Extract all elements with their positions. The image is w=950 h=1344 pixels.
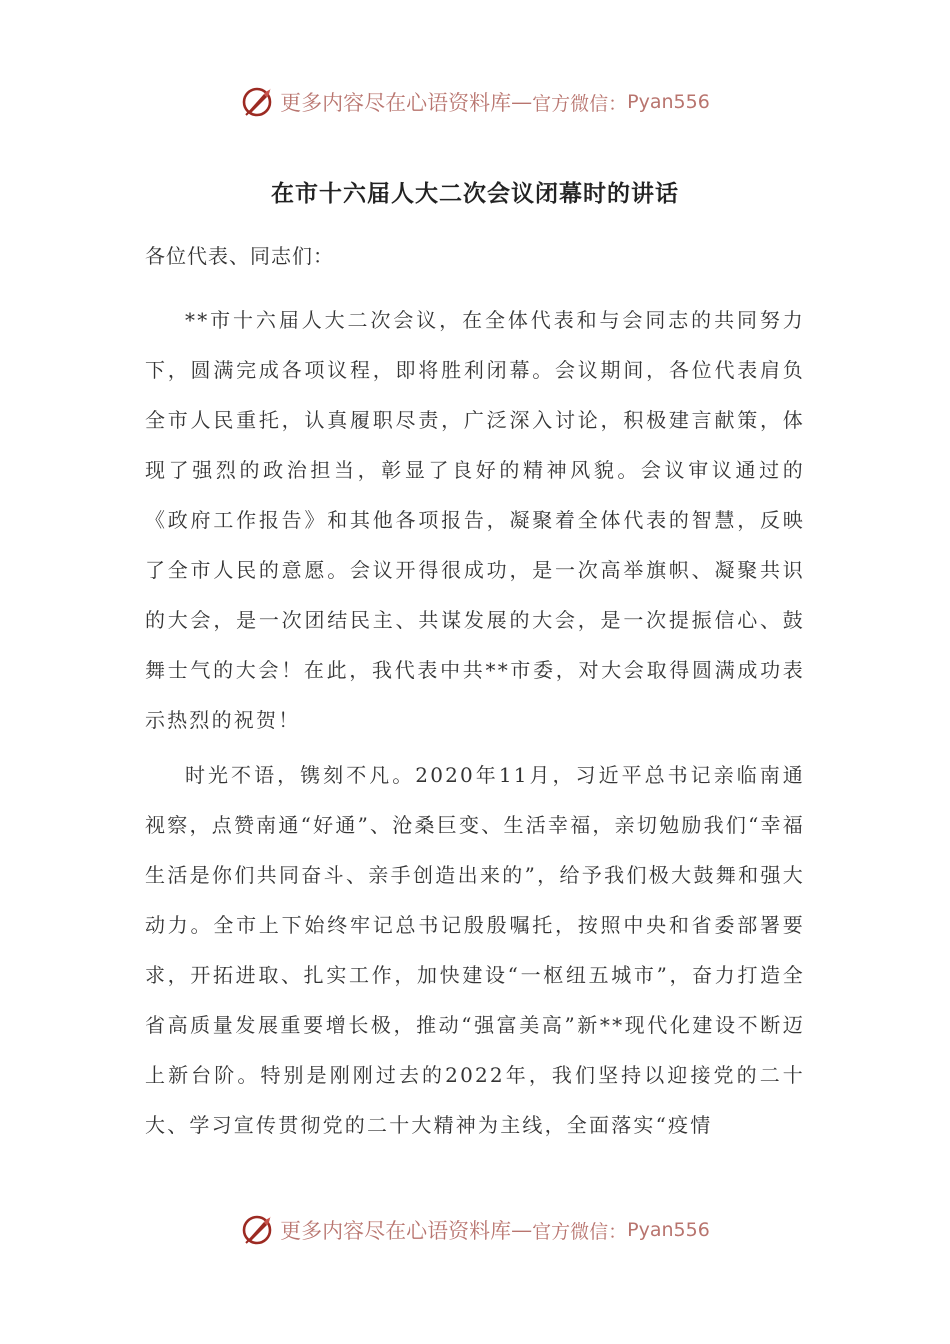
- quill-circle-logo-icon: [240, 85, 274, 119]
- watermark-separator: —: [511, 1218, 533, 1242]
- document-title: 在市十六届人大二次会议闭幕时的讲话: [271, 180, 679, 207]
- watermark-header: [0, 82, 950, 122]
- body-paragraph-2: 时光不语，镌刻不凡。2020年11月，习近平总书记亲临南通视察，点赞南通“好通”、沧桑巨变、生活幸福，亲切勉励我们“幸福生活是你们共同奋斗、亲手创造出来的”，给予我们极大鼓舞和强大动力。全市上下始终牢记总书记殷殷嘱托，按照中央和省委部署要求，开拓进取、扎实工作，加快建设“一枢纽五城市”，奋力打造全省高质量发展重要增长极，推动“强富美高”新**现代化建设不断迈上新台阶。特别是刚刚过去的2022年，我们坚持以迎接党的二十大、学习宣传贯彻党的二十大精神为主线，全面落实“疫情: [145, 763, 805, 1137]
- body-paragraph-1: **市十六届人大二次会议，在全体代表和与会同志的共同努力下，圆满完成各项议程，即将胜利闭幕。会议期间，各位代表肩负全市人民重托，认真履职尽责，广泛深入讨论，积极建言献策，体现了强烈的政治担当，彰显了良好的精神风貌。会议审议通过的《政府工作报告》和其他各项报告，凝聚着全体代表的智慧，反映了全市人民的意愿。会议开得很成功，是一次高举旗帜、凝聚共识的大会，是一次团结民主、共谋发展的大会，是一次提振信心、鼓舞士气的大会！在此，我代表中共**市委，对大会取得圆满成功表示热烈的祝贺！: [145, 308, 805, 732]
- watermark-site-text: 更多内容尽在心语资料库: [280, 1219, 512, 1243]
- watermark-separator: —: [511, 90, 533, 114]
- quill-circle-logo-icon: [240, 1213, 274, 1247]
- watermark-site-text: 更多内容尽在心语资料库: [280, 91, 512, 115]
- watermark-wechat-id: Pyan556: [627, 91, 710, 113]
- watermark-wechat-label: 官方微信：: [532, 92, 628, 115]
- watermark-footer: [0, 1210, 950, 1250]
- watermark-wechat-id: Pyan556: [627, 1219, 710, 1241]
- watermark-wechat-label: 官方微信：: [532, 1220, 628, 1243]
- document-salutation: 各位代表、同志们：: [145, 244, 334, 268]
